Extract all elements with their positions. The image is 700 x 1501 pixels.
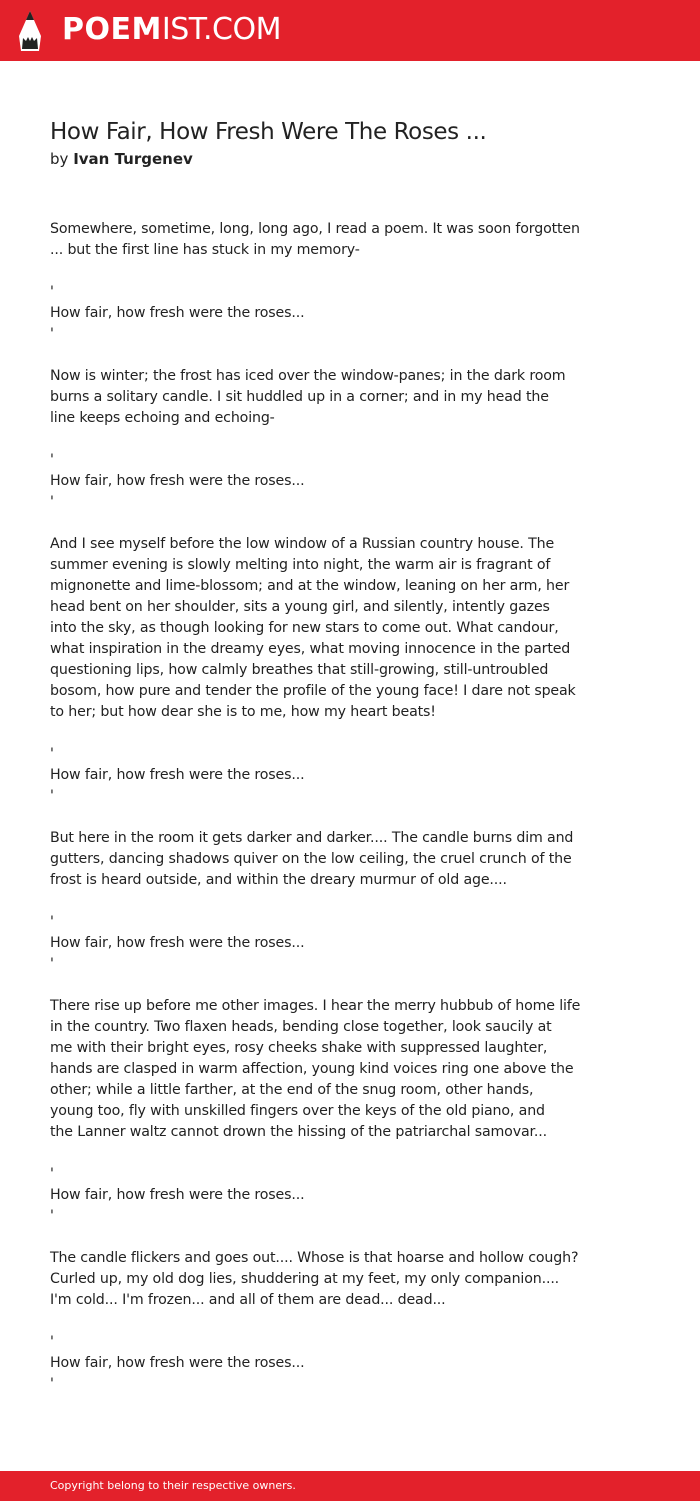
poem-line: burns a solitary candle. I sit huddled up in a corner; and in my head the [50, 389, 549, 405]
poem-line: How fair, how fresh were the roses... [50, 1355, 305, 1371]
poem-line: ... but the first line has stuck in my memory- [50, 242, 360, 258]
poem-line: summer evening is slowly melting into night, the warm air is fragrant of [50, 557, 551, 573]
poem-line: mignonette and lime-blossom; and at the window, leaning on her arm, her [50, 578, 570, 594]
poem-line: How fair, how fresh were the roses... [50, 767, 305, 783]
poem-stanza [50, 828, 580, 891]
poem-title: How Fair, How Fresh Were The Roses ... [50, 119, 487, 145]
poem-line: There rise up before me other images. I hear the merry hubbub of home life [50, 998, 581, 1014]
poem-line: How fair, how fresh were the roses... [50, 305, 305, 321]
poem-line: ' [50, 956, 54, 972]
poem-body [50, 219, 580, 1416]
poem-stanza [50, 912, 580, 975]
poem-line: young too, fly with unskilled fingers over the keys of the old piano, and [50, 1103, 545, 1119]
poem-stanza [50, 1332, 580, 1395]
poem-line: ' [50, 1334, 54, 1350]
poem-line: ' [50, 452, 54, 468]
poem-line: I'm cold... I'm frozen... and all of them are dead... dead... [50, 1292, 446, 1308]
poem-stanza [50, 1248, 580, 1311]
poem-line: The candle flickers and goes out.... Whose is that hoarse and hollow cough? [50, 1250, 579, 1266]
poem-stanza [50, 744, 580, 807]
poem-line: questioning lips, how calmly breathes that still-growing, still-untroubled [50, 662, 549, 678]
poem-line: me with their bright eyes, rosy cheeks shake with suppressed laughter, [50, 1040, 548, 1056]
poem-stanza [50, 996, 580, 1143]
poem-line: ' [50, 914, 54, 930]
poem-line: Somewhere, sometime, long, long ago, I read a poem. It was soon forgotten [50, 221, 580, 237]
poem-line: bosom, how pure and tender the profile of the young face! I dare not speak [50, 683, 576, 699]
poem-line: But here in the room it gets darker and darker.... The candle burns dim and [50, 830, 574, 846]
poem-line: How fair, how fresh were the roses... [50, 1187, 305, 1203]
poem-line: How fair, how fresh were the roses... [50, 473, 305, 489]
poem-stanza [50, 450, 580, 513]
author-name[interactable]: Ivan Turgenev [73, 150, 193, 168]
poem-line: ' [50, 1166, 54, 1182]
poem-line: ' [50, 788, 54, 804]
poem-line: ' [50, 326, 54, 342]
poem-line: in the country. Two flaxen heads, bending close together, look saucily at [50, 1019, 552, 1035]
byline [50, 149, 193, 169]
site-footer [0, 1471, 700, 1501]
poem-stanza [50, 366, 580, 429]
poem-line: what inspiration in the dreamy eyes, what moving innocence in the parted [50, 641, 571, 657]
poem-line: other; while a little farther, at the end of the snug room, other hands, [50, 1082, 534, 1098]
poem-line: gutters, dancing shadows quiver on the low ceiling, the cruel crunch of the [50, 851, 572, 867]
poem-line: head bent on her shoulder, sits a young girl, and silently, intently gazes [50, 599, 550, 615]
site-header [0, 0, 700, 61]
brand-light: IST.COM [161, 12, 281, 47]
pencil-tip-icon[interactable] [18, 10, 42, 52]
poem-line: to her; but how dear she is to me, how my heart beats! [50, 704, 436, 720]
brand-bold: POEM [62, 12, 162, 47]
poem-stanza [50, 1164, 580, 1227]
poem-line: Curled up, my old dog lies, shuddering at my feet, my only companion.... [50, 1271, 560, 1287]
poem-line: ' [50, 1376, 54, 1392]
poem-line: frost is heard outside, and within the dreary murmur of old age.... [50, 872, 507, 888]
site-logo-text[interactable] [62, 12, 281, 48]
poem-stanza [50, 282, 580, 345]
poem-stanza [50, 534, 580, 723]
poem-line: the Lanner waltz cannot drown the hissing of the patriarchal samovar... [50, 1124, 547, 1140]
poem-line: Now is winter; the frost has iced over the window-panes; in the dark room [50, 368, 566, 384]
poem-line: How fair, how fresh were the roses... [50, 935, 305, 951]
copyright-notice: Copyright belong to their respective owners. [50, 1479, 296, 1492]
poem-line: ' [50, 494, 54, 510]
poem-line: ' [50, 1208, 54, 1224]
poem-line: hands are clasped in warm affection, young kind voices ring one above the [50, 1061, 574, 1077]
poem-line: ' [50, 284, 54, 300]
poem-stanza [50, 219, 580, 261]
poem-line: line keeps echoing and echoing- [50, 410, 275, 426]
poem-line: into the sky, as though looking for new stars to come out. What candour, [50, 620, 559, 636]
poem-line: ' [50, 746, 54, 762]
poem-line: And I see myself before the low window of a Russian country house. The [50, 536, 555, 552]
by-label: by [50, 150, 69, 168]
